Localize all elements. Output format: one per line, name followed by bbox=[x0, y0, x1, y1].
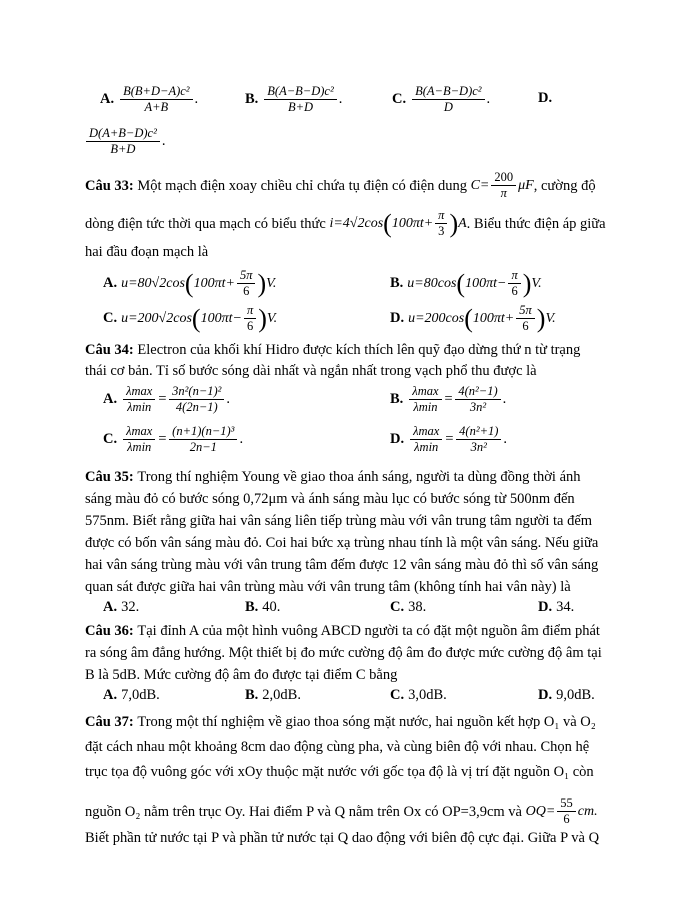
current-formula: i=4√2cos ( 100πt+ $\frac{\pi}{3}$ ) A bbox=[329, 208, 467, 238]
fraction: $\frac{\text{B(B+D−A)c²}}{A+B}$ bbox=[120, 84, 192, 115]
q35-line-3: 575nm. Biết rằng giữa hai vân sáng liên tiếp trùng màu với vân trung tâm người ta đếm bbox=[85, 513, 593, 529]
q37-line-2: đặt cách nhau một khoảng 8cm dao động cùng pha, và cùng biên độ với nhau. Chọn hệ bbox=[85, 739, 590, 755]
q35-line-4: được có bốn vân sáng màu đỏ. Coi hai bức xạ trùng nhau tính là một vân sáng. Nếu giữa bbox=[85, 535, 599, 551]
q34-option-b[interactable]: B. $\frac{\lambda\max}{\lambda\min}$ = $\frac{\text{4(n²−1)}}{\text{3n²}}$ . bbox=[390, 384, 507, 414]
q33-option-d[interactable]: D. u=200cos ( 100πt+ $\frac{5\pi}{6}$ ) V. bbox=[390, 303, 556, 333]
fraction: $\frac{\text{B(A−B−D)c²}}{D}$ bbox=[412, 84, 484, 115]
q34-option-d[interactable]: D. $\frac{\lambda\max}{\lambda\min}$ = $\frac{\text{4(n²+1)}}{\text{3n²}}$ . bbox=[390, 424, 508, 454]
q32-option-d-label[interactable] bbox=[538, 90, 556, 107]
q36-line-1: Câu 36: Tại đỉnh A của một hình vuông ABCD người ta có đặt một nguồn âm điểm phát bbox=[85, 623, 600, 639]
q34-option-c[interactable]: C. $\frac{\lambda\max}{\lambda\min}$ = $\frac{\text{(n+1)(n−1)³}}{2n-1}$ . bbox=[103, 424, 244, 454]
q32-option-a[interactable]: A. $\frac{\text{B(B+D−A)c²}}{A+B}$ . bbox=[100, 84, 199, 114]
q36-line-3: B là 5dB. Mức cường độ âm đo được tại điểm C bằng bbox=[85, 667, 398, 683]
question-number: Câu 34: bbox=[85, 342, 134, 358]
q37-line-5: Biết phần tử nước tại P và phần tử nước tại Q dao động với biên độ cực đại. Giữa P và Q bbox=[85, 830, 600, 846]
q35-option-a[interactable]: A. 32. bbox=[103, 599, 140, 615]
q35-line-5: hai vân sáng trùng màu với vân trung tâm đếm được 12 vân sáng màu đỏ thì số vân sáng bbox=[85, 557, 599, 573]
q36-option-a[interactable]: A. 7,0dB. bbox=[103, 687, 160, 703]
q36-option-d[interactable]: D. 9,0dB. bbox=[538, 687, 595, 703]
question-number: Câu 33: bbox=[85, 177, 134, 194]
q33-option-a[interactable]: A. u=80√2cos ( 100πt+ $\frac{5\pi}{6}$ ) V. bbox=[103, 268, 277, 298]
q32-option-d[interactable]: $\frac{\text{D(A+B−D)c²}}{B+D}$ . bbox=[84, 126, 165, 157]
q37-line-1: Câu 37: Trong một thí nghiệm về giao thoa sóng mặt nước, hai nguồn kết hợp O₁ và O₂ bbox=[85, 714, 596, 730]
q35-line-1: Câu 35: Trong thí nghiệm Young về giao thoa ánh sáng, người ta dùng đồng thời ánh bbox=[85, 469, 581, 485]
q37-line-4: nguồn O₂ nằm trên trục Oy. Hai điểm P và Q nằm trên Ox có OP=3,9cm và OQ= $\frac{55}{6}$ cm. bbox=[85, 796, 598, 826]
q35-option-b[interactable]: B. 40. bbox=[245, 599, 281, 615]
q36-option-c[interactable]: C. 3,0dB. bbox=[390, 687, 447, 703]
q32-option-b[interactable]: B. $\frac{\text{B(A−B−D)c²}}{B+D}$ . bbox=[245, 84, 343, 114]
capacitance-formula: C= $\frac{200}{\pi}$ μF bbox=[470, 170, 534, 200]
q36-option-b[interactable]: B. 2,0dB. bbox=[245, 687, 301, 703]
q34-line-2: thái cơ bản. Tỉ số bước sóng dài nhất và ngắn nhất trong vạch phổ thu được là bbox=[85, 363, 537, 379]
question-number: Câu 36: bbox=[85, 623, 134, 639]
fraction: $\frac{\text{B(A−B−D)c²}}{B+D}$ bbox=[264, 84, 336, 115]
q37-line-3: trục tọa độ vuông góc với xOy thuộc mặt nước với gốc tọa độ là vị trí đặt nguồn O₁ còn bbox=[85, 764, 594, 780]
q35-line-2: sáng màu đỏ có bước sóng 0,72μm và ánh sáng màu lục có bước sóng từ 500nm đến bbox=[85, 491, 575, 507]
q32-option-c[interactable]: C. $\frac{\text{B(A−B−D)c²}}{D}$ . bbox=[392, 84, 491, 114]
option-label: C. bbox=[392, 91, 407, 107]
fraction: $\frac{\text{D(A+B−D)c²}}{B+D}$ bbox=[86, 126, 160, 157]
q34-line-1: Câu 34: Electron của khối khí Hidro được kích thích lên quỹ đạo dừng thứ n từ trạng bbox=[85, 342, 581, 358]
q33-option-b[interactable]: B. u=80cos ( 100πt− $\frac{\pi}{6}$ ) V. bbox=[390, 268, 542, 298]
q34-option-a[interactable]: A. $\frac{\lambda\max}{\lambda\min}$ = $\frac{\text{3n²(n−1)²}}{4(2n-1)}$ . bbox=[103, 384, 231, 414]
q35-option-c[interactable]: C. 38. bbox=[390, 599, 427, 615]
q33-option-c[interactable]: C. u=200√2cos ( 100πt− $\frac{\pi}{6}$ ) V. bbox=[103, 303, 278, 333]
question-number: Câu 35: bbox=[85, 469, 134, 485]
option-label: A. bbox=[100, 91, 115, 107]
q35-line-6: quan sát được giữa hai vân trùng màu với vân trung tâm (không tính hai vân này) là bbox=[85, 579, 571, 595]
q33-line-2: dòng điện tức thời qua mạch có biểu thức i=4√2cos ( 100πt+ $\frac{\pi}{3}$ ) A . Biểu thức điện áp giữa bbox=[85, 208, 606, 238]
option-label: B. bbox=[245, 91, 259, 107]
oq-formula: OQ= $\frac{55}{6}$ cm. bbox=[525, 796, 598, 826]
q33-line-3: hai đầu đoạn mạch là bbox=[85, 244, 209, 260]
question-number: Câu 37: bbox=[85, 714, 134, 730]
option-label: D. bbox=[538, 90, 553, 106]
q35-option-d[interactable]: D. 34. bbox=[538, 599, 575, 615]
q36-line-2: ra sóng âm đẳng hướng. Một thiết bị đo mức cường độ âm đo được mức cường độ âm tại bbox=[85, 645, 602, 661]
q33-line-1: Câu 33: Một mạch điện xoay chiều chỉ chứa tụ điện có điện dung C= $\frac{200}{\pi}$ μF , cường độ bbox=[85, 170, 596, 200]
